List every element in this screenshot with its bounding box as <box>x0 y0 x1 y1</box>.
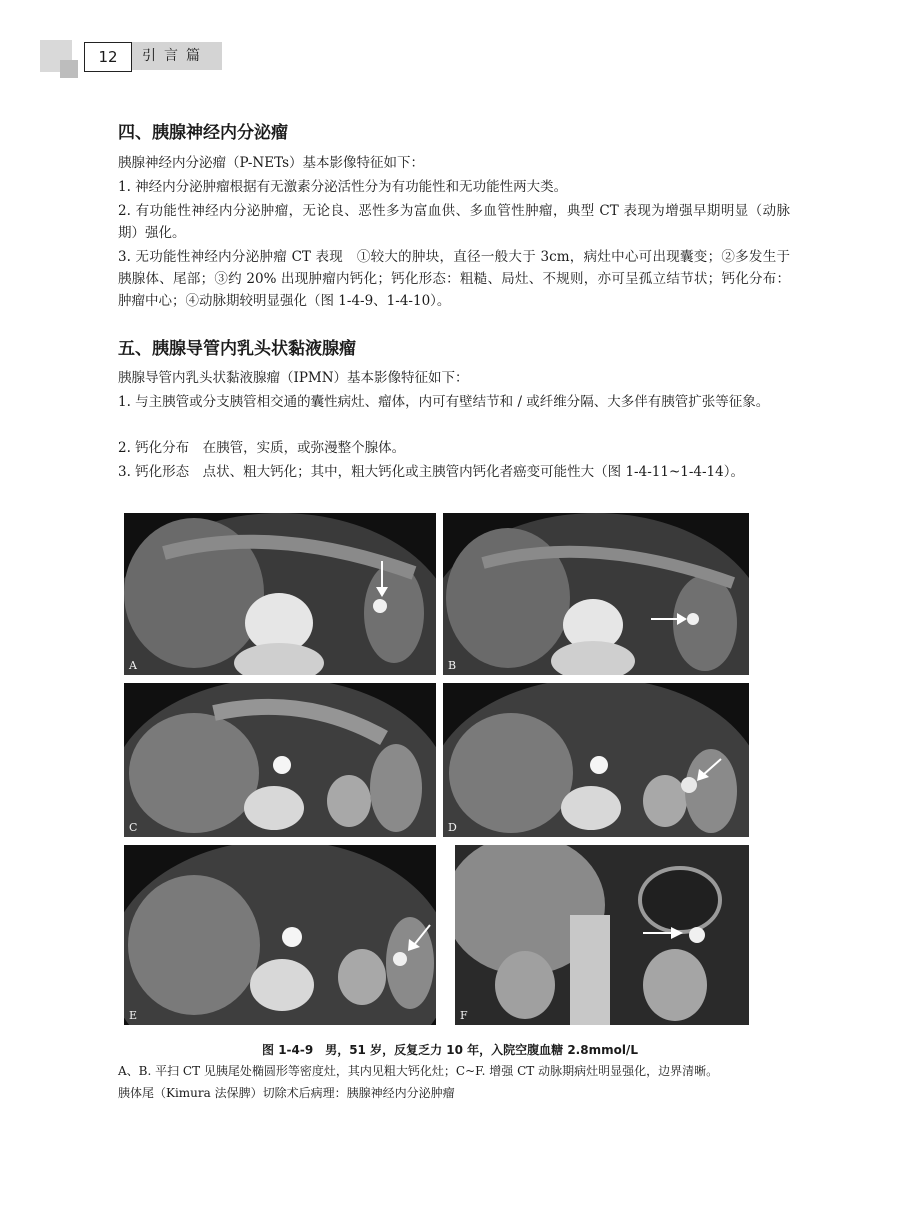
paragraph-pnets-item2: 2. 有功能性神经内分泌肿瘤，无论良、恶性多为富血供、多血管性肿瘤，典型 CT 表现为增强早期明显（动脉期）强化。 <box>118 203 790 241</box>
paragraph-ipmn-item1: 1. 与主胰管或分支胰管相交通的囊性病灶、瘤体，内可有壁结节和 / 或纤维分隔、大多伴有胰管扩张等征象。 <box>118 394 770 410</box>
figure-title: 图 1-4-9 男，51 岁，反复乏力 10 年，入院空腹血糖 2.8mmol/L <box>262 1043 638 1057</box>
panel-label-a: A <box>129 659 137 672</box>
ct-scan-graphic <box>443 683 749 837</box>
paragraph-ipmn-item2: 2. 钙化分布 在胰管，实质，或弥漫整个腺体。 <box>118 440 406 456</box>
panel-label-e: E <box>129 1009 138 1022</box>
ct-image-panel-c <box>124 683 436 837</box>
ct-image-panel-f <box>455 845 749 1025</box>
header-decor-square-small <box>60 60 78 78</box>
ct-scan-graphic <box>443 513 749 675</box>
figure-caption-line2: 胰体尾（Kimura 法保脾）切除术后病理：胰腺神经内分泌肿瘤 <box>118 1086 455 1100</box>
section-title: 引言篇 <box>132 42 222 70</box>
panel-label-b: B <box>448 659 457 672</box>
page-number: 12 <box>84 42 132 72</box>
ct-image-panel-a <box>124 513 436 675</box>
ct-image-panel-e <box>124 845 436 1025</box>
paragraph-ipmn-intro: 胰腺导管内乳头状黏液腺瘤（IPMN）基本影像特征如下： <box>118 370 469 386</box>
heading-pnets: 四、胰腺神经内分泌瘤 <box>118 123 288 143</box>
paragraph-pnets-item3: 3. 无功能性神经内分泌肿瘤 CT 表现 ①较大的肿块，直径一般大于 3cm，病灶中心可出现囊变；②多发生于胰腺体、尾部；③约 20% 出现肿瘤内钙化；钙化形态：粗糙、局灶、不规则，亦可呈孤立结节状；钙化分布：肿瘤中心；④动脉期较明显强化（图 1-4-9、1-4-10）。 <box>118 249 790 309</box>
panel-label-c: C <box>129 821 138 834</box>
ct-scan-graphic <box>124 513 436 675</box>
ct-image-panel-d <box>443 683 749 837</box>
ct-scan-graphic <box>124 845 436 1025</box>
paragraph-ipmn-item3: 3. 钙化形态 点状、粗大钙化；其中，粗大钙化或主胰管内钙化者癌变可能性大（图 1-4-11~1-4-14）。 <box>118 464 744 480</box>
paragraph-pnets-item1: 1. 神经内分泌肿瘤根据有无激素分泌活性分为有功能性和无功能性两大类。 <box>118 179 568 195</box>
heading-ipmn: 五、胰腺导管内乳头状黏液腺瘤 <box>118 339 356 359</box>
figure-caption-line1: A、B. 平扫 CT 见胰尾处椭圆形等密度灶，其内见粗大钙化灶；C~F. 增强 CT 动脉期病灶明显强化，边界清晰。 <box>118 1064 719 1078</box>
panel-label-f: F <box>460 1009 468 1022</box>
ct-image-panel-b <box>443 513 749 675</box>
ct-scan-graphic <box>455 845 749 1025</box>
ct-scan-graphic <box>124 683 436 837</box>
panel-label-d: D <box>448 821 457 834</box>
paragraph-pnets-intro: 胰腺神经内分泌瘤（P-NETs）基本影像特征如下： <box>118 155 425 171</box>
